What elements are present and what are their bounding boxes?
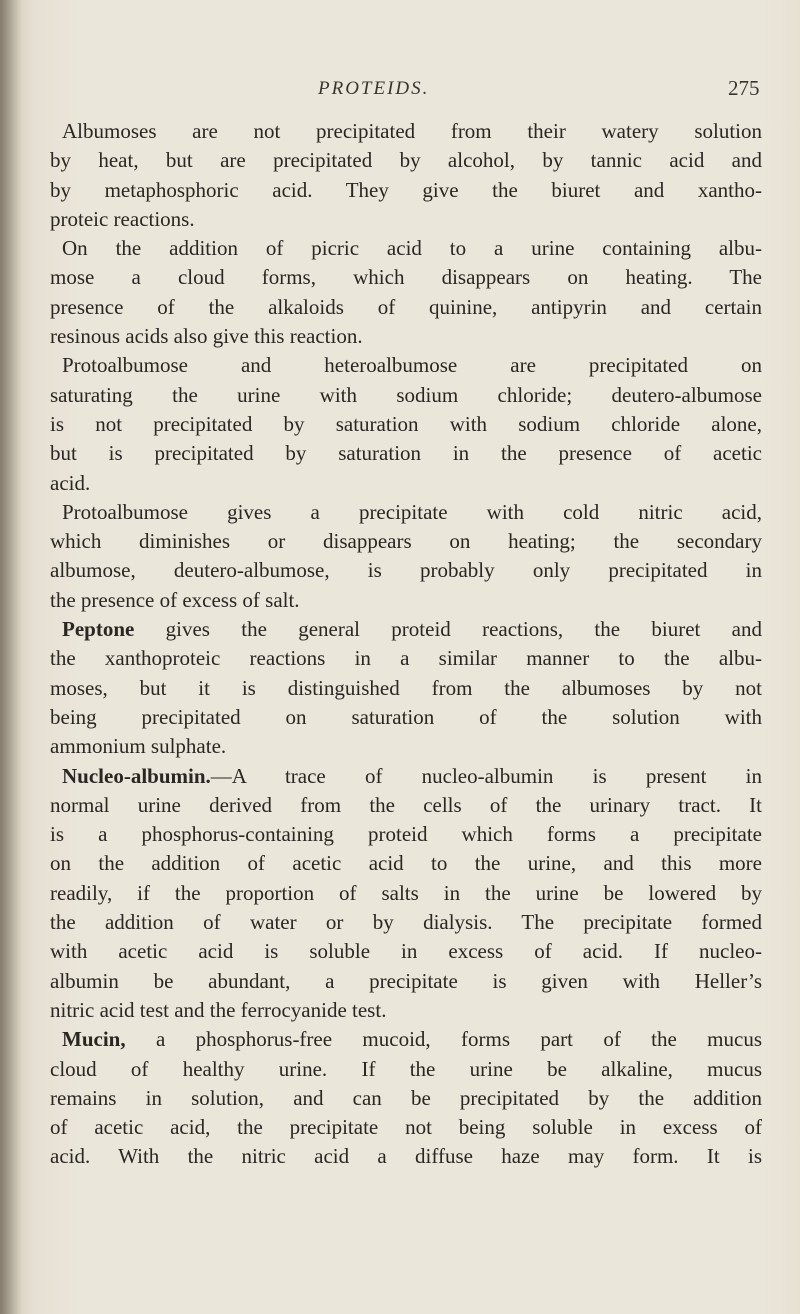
text-line bbox=[50, 849, 762, 878]
line-text: normal urine derived from the cells of the urinary tract. It bbox=[50, 792, 762, 817]
text-line bbox=[50, 762, 762, 791]
line-text: a phosphorus-free mucoid, forms part of the mucus bbox=[125, 1027, 762, 1052]
line-text: resinous acids also give this reaction. bbox=[50, 324, 363, 349]
line-text: Protoalbumose gives a precipitate with cold nitric acid, bbox=[62, 499, 762, 524]
text-line bbox=[50, 703, 762, 732]
text-line bbox=[50, 527, 762, 556]
line-text: gives the general proteid reactions, the biuret and bbox=[134, 617, 762, 642]
text-line bbox=[50, 293, 762, 322]
text-line bbox=[50, 322, 762, 351]
line-text: proteic reactions. bbox=[50, 206, 195, 231]
line-text: —A trace of nucleo-albumin is present in bbox=[210, 763, 762, 788]
text-line bbox=[50, 732, 762, 761]
line-text: by metaphosphoric acid. They give the biuret and xantho- bbox=[50, 177, 762, 202]
line-text: ammonium sulphate. bbox=[50, 734, 227, 759]
line-text: on the addition of acetic acid to the urine, and this more bbox=[50, 851, 762, 876]
line-text: is not precipitated by saturation with sodium chloride alone, bbox=[50, 411, 762, 436]
text-line bbox=[50, 1142, 762, 1171]
text-line bbox=[50, 176, 762, 205]
running-title: PROTEIDS. bbox=[318, 78, 430, 99]
line-text: by heat, but are precipitated by alcohol, by tannic acid and bbox=[50, 148, 762, 173]
text-line bbox=[50, 439, 762, 468]
text-line bbox=[50, 1025, 762, 1054]
page-number: 275 bbox=[728, 76, 760, 100]
line-text: but is precipitated by saturation in the presence of acetic bbox=[50, 441, 762, 466]
text-line bbox=[50, 498, 762, 527]
text-line bbox=[50, 469, 762, 498]
text-line bbox=[50, 1055, 762, 1084]
line-text: Protoalbumose and heteroalbumose are precipitated on bbox=[62, 353, 762, 378]
text-line bbox=[50, 908, 762, 937]
text-line bbox=[50, 234, 762, 263]
line-text: Albumoses are not precipitated from their watery solution bbox=[62, 119, 762, 143]
text-line bbox=[50, 351, 762, 380]
line-text: albumin be abundant, a precipitate is given with Heller’s bbox=[50, 968, 762, 993]
line-text: readily, if the proportion of salts in the urine be lowered by bbox=[50, 880, 762, 905]
text-line bbox=[50, 644, 762, 673]
text-line bbox=[50, 410, 762, 439]
text-line bbox=[50, 117, 762, 146]
line-text: remains in solution, and can be precipitated by the addition bbox=[50, 1085, 762, 1110]
line-text: mose a cloud forms, which disappears on heating. The bbox=[50, 265, 762, 290]
text-line bbox=[50, 791, 762, 820]
text-line bbox=[50, 263, 762, 292]
text-line bbox=[50, 1084, 762, 1113]
line-text: the presence of excess of salt. bbox=[50, 587, 300, 612]
line-text: acid. With the nitric acid a diffuse haze may form. It is bbox=[50, 1144, 762, 1169]
text-line bbox=[50, 674, 762, 703]
line-text: acid. bbox=[50, 470, 91, 495]
text-line bbox=[50, 967, 762, 996]
body-text bbox=[50, 117, 762, 1172]
binding-gutter-shadow bbox=[0, 0, 22, 1314]
text-line bbox=[50, 556, 762, 585]
line-text: moses, but it is distinguished from the albumoses by not bbox=[50, 675, 762, 700]
line-text: cloud of healthy urine. If the urine be alkaline, mucus bbox=[50, 1056, 762, 1081]
line-text: the xanthoproteic reactions in a similar manner to the albu- bbox=[50, 646, 762, 671]
text-line bbox=[50, 146, 762, 175]
line-text: albumose, deutero-albumose, is probably only precipitated in bbox=[50, 558, 762, 583]
line-text: On the addition of picric acid to a urine containing albu- bbox=[62, 236, 762, 261]
line-text: is a phosphorus-containing proteid which forms a precipitate bbox=[50, 822, 762, 847]
text-line bbox=[50, 996, 762, 1025]
text-line bbox=[50, 820, 762, 849]
text-line bbox=[50, 1113, 762, 1142]
text-line bbox=[50, 937, 762, 966]
text-line bbox=[50, 205, 762, 234]
run-in-heading: Nucleo-albumin. bbox=[62, 763, 211, 788]
line-text: the addition of water or by dialysis. The precipitate formed bbox=[50, 910, 762, 935]
run-in-heading: Mucin, bbox=[62, 1027, 126, 1052]
line-text: saturating the urine with sodium chloride; deutero-albumose bbox=[50, 382, 762, 407]
text-line bbox=[50, 381, 762, 410]
line-text: of acetic acid, the precipitate not being soluble in excess of bbox=[50, 1115, 762, 1140]
line-text: presence of the alkaloids of quinine, antipyrin and certain bbox=[50, 294, 762, 319]
run-in-heading: Peptone bbox=[62, 617, 135, 642]
line-text: being precipitated on saturation of the solution with bbox=[50, 704, 762, 729]
line-text: which diminishes or disappears on heating; the secondary bbox=[50, 529, 762, 554]
text-line bbox=[50, 879, 762, 908]
line-text: with acetic acid is soluble in excess of acid. If nucleo- bbox=[50, 939, 762, 964]
running-header bbox=[0, 78, 800, 108]
text-line bbox=[50, 586, 762, 615]
text-line bbox=[50, 615, 762, 644]
line-text: nitric acid test and the ferrocyanide test. bbox=[50, 997, 387, 1022]
